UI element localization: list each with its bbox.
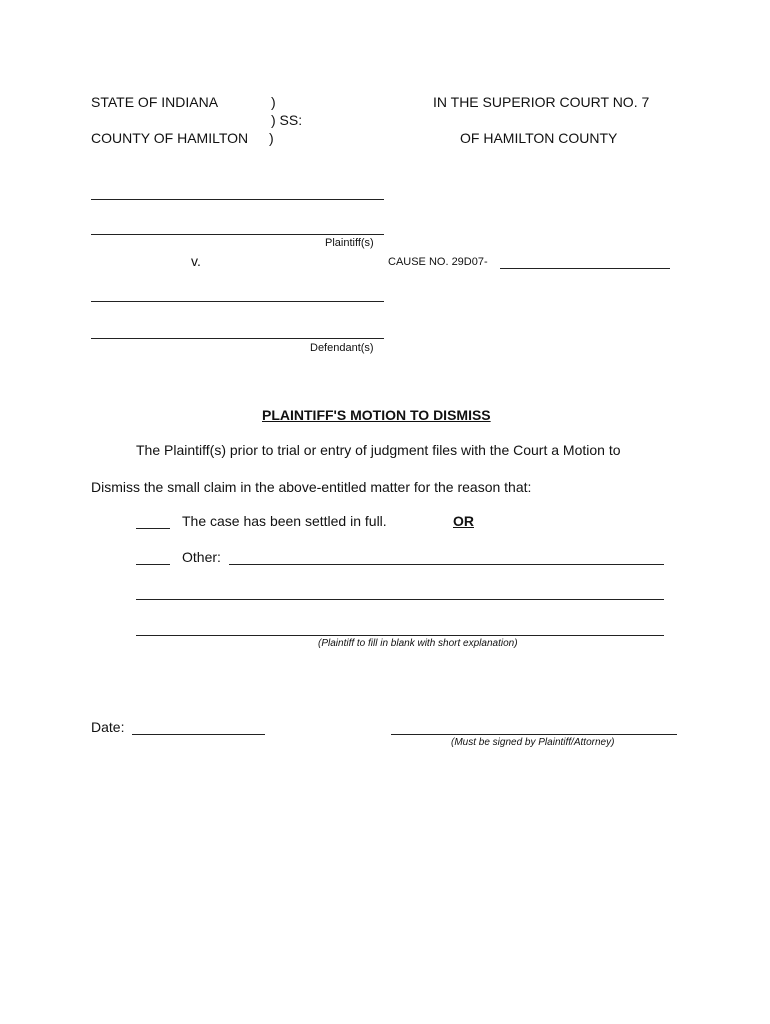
other-checkbox-blank[interactable] [136,564,170,565]
defendant-line-1[interactable] [91,301,384,302]
date-field[interactable] [132,734,265,735]
signature-note: (Must be signed by Plaintiff/Attorney) [451,737,615,748]
explanation-line-2[interactable] [136,635,664,636]
or-label: OR [453,513,474,529]
county-label: COUNTY OF HAMILTON [91,130,249,146]
caption-paren-3: ) [269,130,274,146]
court-county: OF HAMILTON COUNTY [460,130,618,146]
defendant-label: Defendant(s) [310,342,374,354]
signature-line[interactable] [391,734,677,735]
explanation-line-1[interactable] [136,599,664,600]
plaintiff-label: Plaintiff(s) [325,237,374,249]
explanation-note: (Plaintiff to fill in blank with short explanation) [318,638,518,649]
caption-ss: ) SS: [271,112,303,128]
option-settled-label: The case has been settled in full. [182,513,387,529]
cause-number-field[interactable] [500,268,670,269]
option-other-label: Other: [182,549,221,565]
settled-checkbox-blank[interactable] [136,528,170,529]
body-line-1: The Plaintiff(s) prior to trial or entry of judgment files with the Court a Motion to [136,442,621,458]
plaintiff-line-2[interactable] [91,234,384,235]
other-reason-field[interactable] [229,564,664,565]
versus-label: v. [191,253,201,269]
defendant-line-2[interactable] [91,338,384,339]
date-label: Date: [91,719,125,735]
cause-number-label: CAUSE NO. 29D07- [388,256,488,268]
body-line-2: Dismiss the small claim in the above-entitled matter for the reason that: [91,479,532,495]
court-name: IN THE SUPERIOR COURT NO. 7 [433,94,650,110]
caption-paren-1: ) [271,94,276,110]
plaintiff-line-1[interactable] [91,199,384,200]
document-title: PLAINTIFF'S MOTION TO DISMISS [262,407,491,423]
state-label: STATE OF INDIANA [91,94,219,110]
